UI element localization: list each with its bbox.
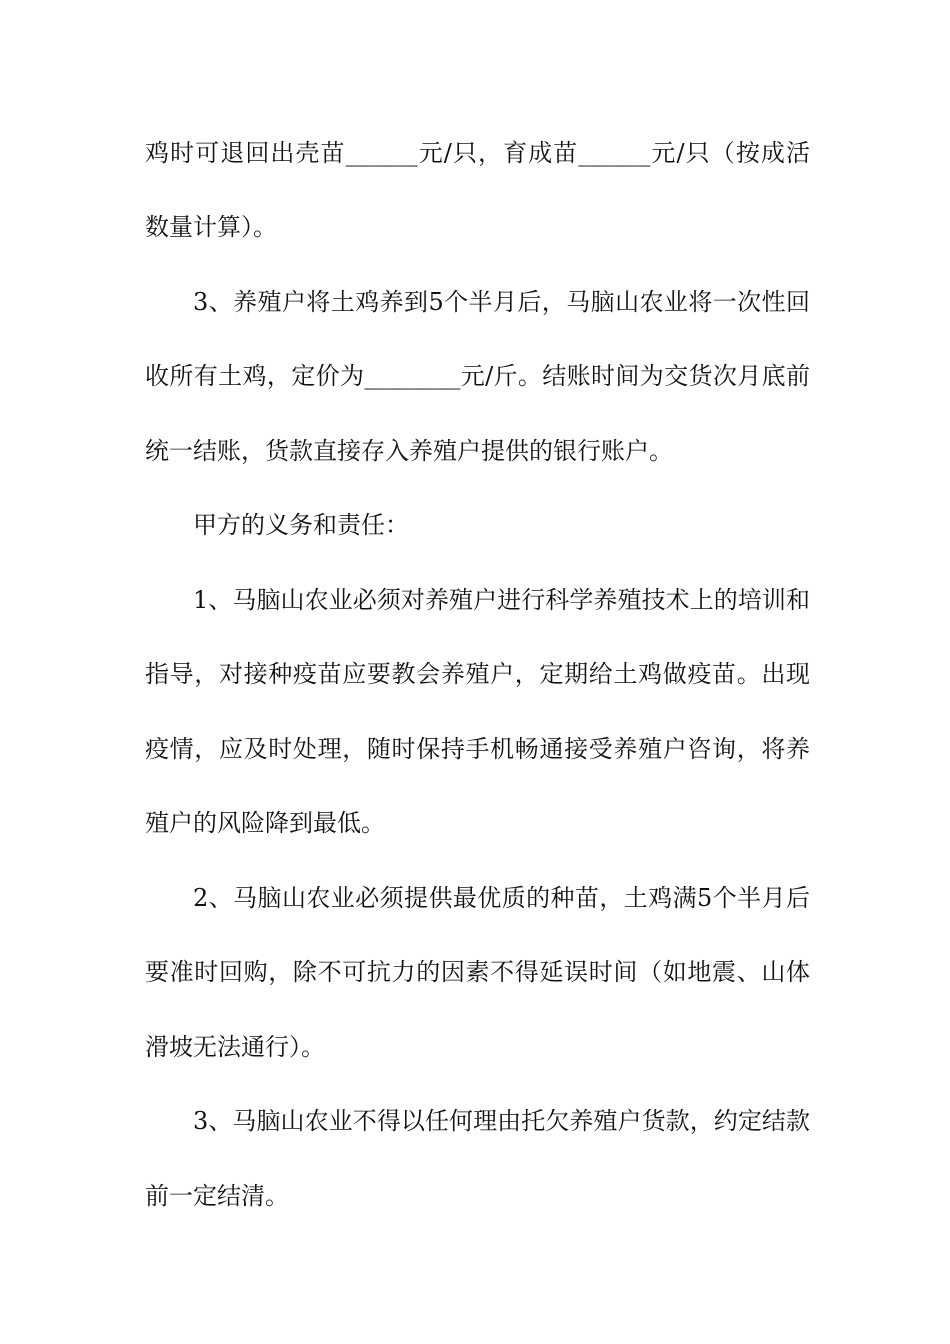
text-line: 前一定结清。 [145,1182,289,1210]
text-line: 鸡时可退回出壳苗______元/只，育成苗______元/只（按成活 [145,139,810,167]
text-line: 3、养殖户将土鸡养到5个半月后，马脑山农业将一次性回 [193,288,810,316]
text-line: 殖户的风险降到最低。 [145,809,385,837]
text-line: 3、马脑山农业不得以任何理由托欠养殖户货款，约定结款 [193,1107,810,1135]
text-line: 1、马脑山农业必须对养殖户进行科学养殖技术上的培训和 [193,586,810,614]
section-heading: 甲方的义务和责任： [193,511,409,539]
text-line: 统一结账，货款直接存入养殖户提供的银行账户。 [145,437,673,465]
text-line: 要准时回购，除不可抗力的因素不得延误时间（如地震、山体 [145,958,810,986]
text-line: 数量计算）。 [145,213,277,241]
text-line: 收所有土鸡，定价为________元/斤。结账时间为交货次月底前 [145,362,810,390]
text-line: 指导，对接种疫苗应要教会养殖户，定期给土鸡做疫苗。出现 [145,660,810,688]
text-line: 2、马脑山农业必须提供最优质的种苗，土鸡满5个半月后 [193,884,810,912]
text-line: 滑坡无法通行）。 [145,1033,325,1061]
text-line: 疫情，应及时处理，随时保持手机畅通接受养殖户咨询，将养 [145,735,810,763]
